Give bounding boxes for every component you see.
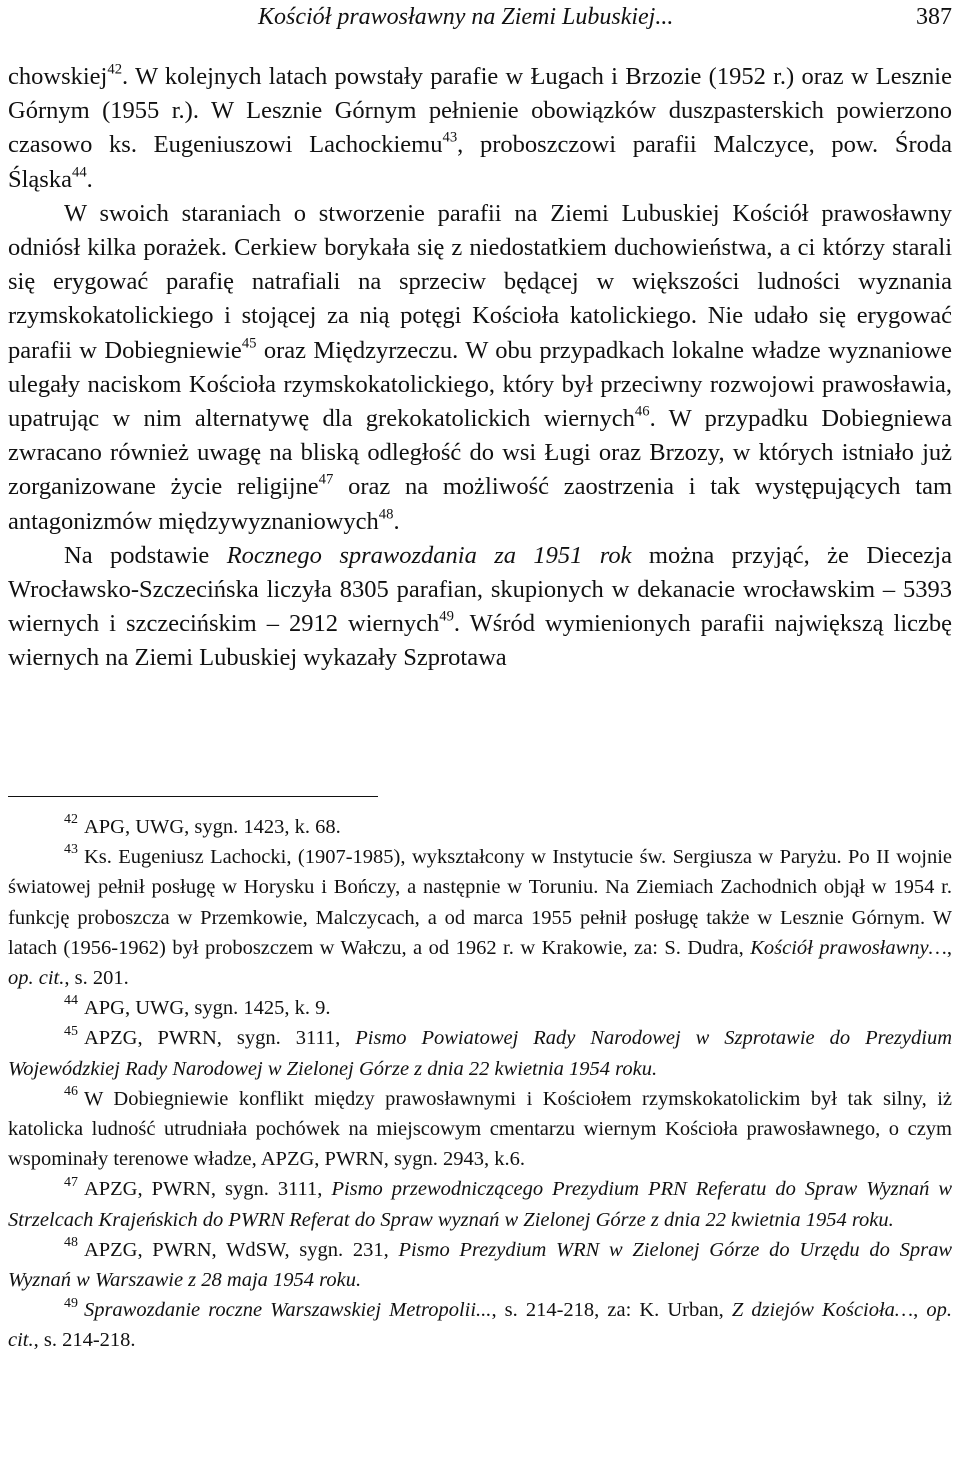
footnote-number: 48 xyxy=(64,1235,78,1251)
italic-title: op. cit. xyxy=(8,1299,953,1352)
footnote-ref: 46 xyxy=(634,403,650,420)
footnote-number: 49 xyxy=(64,1295,78,1311)
footnote-43 xyxy=(8,842,952,993)
text-run: APZG, PWRN, sygn. 3111, xyxy=(83,1178,332,1201)
text-run: . xyxy=(86,165,93,193)
footnotes xyxy=(8,812,952,1356)
footnote-ref: 43 xyxy=(442,129,458,146)
footnote-42 xyxy=(8,812,952,842)
paragraph-3 xyxy=(8,539,952,676)
footnote-45 xyxy=(8,1023,952,1083)
italic-title: Kościół prawosławny… xyxy=(750,936,947,959)
text-run: APG, UWG, sygn. 1425, k. 9. xyxy=(83,997,331,1020)
footnote-44 xyxy=(8,993,952,1023)
footnote-number: 45 xyxy=(64,1023,78,1039)
italic-title: Z dziejów Kościoła… xyxy=(731,1299,914,1322)
footnote-ref: 47 xyxy=(318,471,334,488)
footnote-48 xyxy=(8,1235,952,1295)
footnote-number: 47 xyxy=(64,1174,78,1190)
italic-title: Sprawozdanie roczne Warszawskiej Metropolii... xyxy=(83,1299,492,1322)
text-run: oraz Międzyrzeczu. W obu przypadkach lokalne władze wyznaniowe ulegały naciskom Kościoła rzymskokatolickiego, który był przeciwny rozwojowi prawosławia, upatrując w nim alternatywę dla grekokatolickich wiernych xyxy=(8,336,952,433)
text-run: oraz na możliwość zaostrzenia i tak występujących tam antagonizmów międzywyznaniowych xyxy=(8,473,953,535)
text-run: można przyjąć, że Diecezja Wrocławsko-Szczecińska liczyła 8305 parafian, skupionych w dekanacie wrocławskim – 5393 wiernych i szczecińskim – 2912 wiernych xyxy=(8,541,952,638)
main-text xyxy=(8,60,952,676)
italic-title: Pismo przewodniczącego Prezydium PRN Referatu do Spraw Wyznań w Strzelcach Krajeńskich do PWRN Referat do Spraw wyznań w Zielonej Górze z dnia 22 kwietnia 1954 roku. xyxy=(8,1178,953,1231)
text-run: . W przypadku Dobiegniewa zwracano również uwagę na bliską odległość do wsi Ługi oraz Brzozy, w których istniało już zorganizowane życie religijne xyxy=(8,405,952,501)
text-run: . xyxy=(393,507,400,535)
text-run: , xyxy=(913,1299,927,1322)
footnote-ref: 45 xyxy=(241,335,257,352)
footnote-number: 42 xyxy=(64,812,78,828)
footnote-47 xyxy=(8,1174,952,1234)
text-run: , proboszczowi parafii Malczyce, pow. Środa Śląska xyxy=(8,131,952,193)
footnote-ref: 42 xyxy=(107,61,123,78)
footnote-ref: 48 xyxy=(378,506,394,523)
text-run: , s. 201. xyxy=(64,967,129,990)
paragraph-1 xyxy=(8,60,952,197)
text-run: , s. 214-218. xyxy=(33,1329,136,1352)
text-run: Na podstawie xyxy=(64,541,227,569)
footnote-46 xyxy=(8,1084,952,1175)
text-run: chowskiej xyxy=(8,63,108,90)
footnote-number: 46 xyxy=(64,1084,78,1100)
italic-title: Pismo Prezydium WRN w Zielonej Górze do Urzędu do Spraw Wyznań w Warszawie z 28 maja 1954 roku. xyxy=(8,1238,952,1292)
italic-title: Rocznego sprawozdania za 1951 rok xyxy=(226,541,632,569)
running-title: Kościół prawosławny na Ziemi Lubuskiej... xyxy=(258,4,674,30)
text-run: , xyxy=(946,936,952,959)
footnote-49 xyxy=(8,1295,952,1355)
text-run: W Dobiegniewie konflikt między prawosławnymi i Kościołem rzymskokatolickim był tak silny, iż katolicka ludność utrudniała pochówek na miejscowym cmentarzu wiernym Kościoła prawosławnego, o czym wspominały terenowe władze, APZG, PWRN, sygn. 2943, k.6. xyxy=(8,1087,952,1171)
paragraph-2 xyxy=(8,197,952,539)
text-run: APG, UWG, sygn. 1423, k. 68. xyxy=(83,816,341,838)
italic-title: op. cit. xyxy=(8,967,65,990)
text-run: Ks. Eugeniusz Lachocki, (1907-1985), wykształcony w Instytucie św. Sergiusza w Paryżu. Po II wojnie światowej pełnił posługę w Horysku i Bończy, a następnie w Toruniu. Na Ziemiach Zachodnich objął w 1954 r. funkcję proboszcza w Przemkowie, Malczycach, a od marca 1955 pełnił posługę także w Lesznie Górnym. W latach (1956-1962) był proboszczem w Wałczu, a od 1962 r. w Krakowie, za: S. Dudra, xyxy=(8,846,952,959)
text-run: . W kolejnych latach powstały parafie w Ługach i Brzozie (1952 r.) oraz w Lesznie Górnym (1955 r.). W Lesznie Górnym pełnienie obowiązków duszpasterskich powierzono czasowo ks. Eugeniuszowi Lachockiemu xyxy=(8,63,952,159)
text-run: APZG, PWRN, sygn. 3111, xyxy=(83,1027,356,1050)
page-number: 387 xyxy=(916,4,952,30)
italic-title: Pismo Powiatowej Rady Narodowej w Szprotawie do Prezydium Wojewódzkiej Rady Narodowej w Zielonej Górze z dnia 22 kwietnia 1954 roku. xyxy=(8,1027,952,1080)
text-run: APZG, PWRN, WdSW, sygn. 231, xyxy=(83,1238,399,1261)
footnote-ref: 44 xyxy=(71,164,87,181)
footnote-ref: 49 xyxy=(439,608,454,625)
text-run: W swoich staraniach o stworzenie parafii na Ziemi Lubuskiej Kościół prawosławny odniósł kilka porażek. Cerkiew borykała się z niedostatkiem duchowieństwa, a ci którzy starali się erygować parafię natrafiali na sprzeciw będącej w większości ludności wyznania rzymskokatolickiego i stojącej za nią potęgi Kościoła katolickiego. Nie udało się erygować parafii w Dobiegniewie xyxy=(8,199,952,364)
text-run: . Wśród wymienionych parafii największą liczbę wiernych na Ziemi Lubuskiej wykazały Szprotawa xyxy=(8,610,952,672)
text-run: , s. 214-218, za: K. Urban, xyxy=(491,1299,732,1322)
footnote-number: 43 xyxy=(64,842,78,858)
footnote-separator xyxy=(8,796,378,797)
footnote-number: 44 xyxy=(64,993,78,1009)
